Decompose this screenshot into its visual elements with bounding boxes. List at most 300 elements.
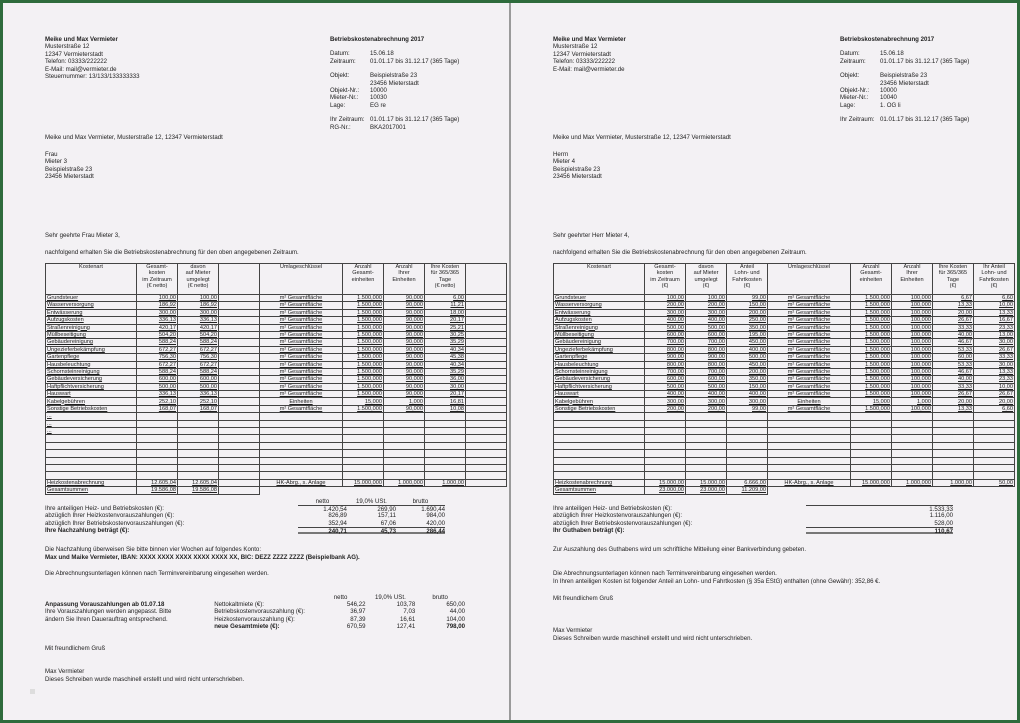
value-cell <box>768 435 851 442</box>
value-cell: m² Gesamtfläche <box>768 324 851 331</box>
adjustment-value: 104,00 <box>446 615 465 623</box>
payout-text: Zur Auszahlung des Guthabens wird um schriftliche Mitteilung einer Bankverbindung gebeten. <box>553 546 807 553</box>
value-cell: 1.500,000 <box>343 295 384 302</box>
value-cell: 100,000 <box>892 354 933 361</box>
value-cell: 1,000 <box>384 398 425 405</box>
column-header: davon auf Mieter umgelegt (€) <box>686 264 727 295</box>
value-cell: 90,000 <box>384 405 425 412</box>
value-cell <box>219 376 260 383</box>
value-cell <box>178 457 219 464</box>
value-cell: m² Gesamtfläche <box>768 309 851 316</box>
table-row <box>554 479 1015 486</box>
summary-value: 826,89 <box>328 512 347 520</box>
value-cell <box>178 428 219 435</box>
value-cell: 1.500,000 <box>343 331 384 338</box>
value-cell: 400,00 <box>686 317 727 324</box>
value-cell: m² Gesamtfläche <box>260 317 343 324</box>
greeting: Sehr geehrter Herr Mieter 4, <box>553 232 630 239</box>
value-cell: m² Gesamtfläche <box>260 354 343 361</box>
value-cell: 12.605,04 <box>178 479 219 486</box>
value-cell <box>466 339 507 346</box>
value-cell: m² Gesamtfläche <box>260 339 343 346</box>
value-cell: 15.000,000 <box>851 479 892 486</box>
value-cell: 100,000 <box>892 339 933 346</box>
recipient-name: Mieter 3 <box>45 158 68 166</box>
value-cell: 500,00 <box>727 354 768 361</box>
summary-total-label: Ihr Guthaben beträgt (€): <box>553 526 625 534</box>
value-cell: 90,000 <box>384 383 425 390</box>
column-header: Gesamt- kosten im Zeitraum (€ netto) <box>137 264 178 295</box>
value-cell: 336,13 <box>178 317 219 324</box>
table-row <box>554 309 1015 316</box>
value-cell <box>466 405 507 412</box>
value-cell <box>178 464 219 471</box>
value-cell <box>686 413 727 420</box>
value-cell <box>260 464 343 471</box>
value-cell <box>219 339 260 346</box>
total-value: 19.586,08 <box>137 487 178 494</box>
summary-value <box>806 505 855 512</box>
value-cell: 168,07 <box>178 405 219 412</box>
table-row <box>46 405 507 412</box>
value-cell: 1.500,000 <box>851 391 892 398</box>
value-cell: 756,30 <box>137 354 178 361</box>
value-cell <box>933 442 974 449</box>
value-cell: 200,00 <box>727 368 768 375</box>
summary-total-value <box>806 527 855 534</box>
table-row <box>554 450 1015 457</box>
value-cell: 420,17 <box>137 324 178 331</box>
summary-row <box>553 505 953 512</box>
value-cell <box>178 472 219 479</box>
value-cell <box>219 354 260 361</box>
value-cell: m² Gesamtfläche <box>768 354 851 361</box>
recipient-salutation: Frau <box>45 151 58 158</box>
value-cell: 45,38 <box>425 354 466 361</box>
summary-value: 420,00 <box>426 519 445 527</box>
value-cell <box>727 413 768 420</box>
value-cell: 53,33 <box>933 361 974 368</box>
table-row <box>554 295 1015 302</box>
adjustment-value: 798,00 <box>446 622 465 630</box>
value-cell <box>686 442 727 449</box>
value-cell: m² Gesamtfläche <box>260 361 343 368</box>
recipient-street: Beispielstraße 23 <box>553 165 601 173</box>
value-cell <box>260 413 343 420</box>
adjustment-note: ändern Sie Ihren Dauerauftrag entsprechend. <box>45 615 168 623</box>
summary-total-value: 286,44 <box>396 527 445 534</box>
total-value: 19.586,08 <box>178 487 219 494</box>
cost-type-cell: Gebäudeversicherung <box>554 376 645 383</box>
closing: Mit freundlichem Gruß <box>553 595 614 602</box>
recipient-salutation: Herrn <box>553 151 569 158</box>
value-cell: 33,33 <box>933 383 974 390</box>
objektnr-value: 10000 <box>370 86 387 94</box>
value-cell: 400,00 <box>645 391 686 398</box>
table-row <box>554 383 1015 390</box>
value-cell: m² Gesamtfläche <box>260 302 343 309</box>
cost-table <box>45 263 507 495</box>
value-cell: 90,000 <box>384 339 425 346</box>
value-cell <box>933 420 974 427</box>
value-cell: 800,00 <box>686 346 727 353</box>
cost-type-cell <box>554 457 645 464</box>
adjustment-note: Ihre Vorauszahlungen werden angepasst. Bitte <box>45 608 172 616</box>
value-cell: 1.500,000 <box>851 302 892 309</box>
value-cell: 756,30 <box>178 354 219 361</box>
cost-type-cell <box>46 450 137 457</box>
page-1 <box>3 0 509 717</box>
value-cell: 100,000 <box>892 331 933 338</box>
summary-value: 1.420,54 <box>298 505 347 512</box>
adjustment-row <box>45 608 465 615</box>
objekt-line1: Beispielstraße 23 <box>880 72 928 80</box>
value-cell: 195,00 <box>727 331 768 338</box>
value-cell <box>384 450 425 457</box>
summary-value: 157,11 <box>377 512 396 520</box>
value-cell: 420,17 <box>178 324 219 331</box>
signature: Max Vermieter <box>45 668 85 675</box>
cost-type-cell: Entwässerung <box>554 309 645 316</box>
value-cell: 1.500,000 <box>343 346 384 353</box>
table-row <box>46 309 507 316</box>
objektnr-label: Objekt-Nr.: <box>330 86 360 94</box>
value-cell: m² Gesamtfläche <box>260 295 343 302</box>
value-cell: 700,00 <box>645 368 686 375</box>
value-cell: m² Gesamtfläche <box>260 391 343 398</box>
value-cell <box>343 464 384 471</box>
objektnr-label: Objekt-Nr.: <box>840 86 870 94</box>
cost-type-cell <box>46 435 137 442</box>
value-cell: 336,13 <box>178 391 219 398</box>
sender-tax: Steuernummer: 13/133/133333333 <box>45 72 140 80</box>
value-cell <box>466 472 507 479</box>
value-cell <box>137 472 178 479</box>
adjustment-header <box>45 594 465 601</box>
value-cell <box>178 420 219 427</box>
value-cell <box>466 368 507 375</box>
value-cell: 18,00 <box>425 309 466 316</box>
value-cell: m² Gesamtfläche <box>260 346 343 353</box>
cost-type-cell: Ungezieferbekämpfung <box>46 346 137 353</box>
value-cell: 100,00 <box>645 295 686 302</box>
value-cell <box>892 413 933 420</box>
value-cell <box>466 317 507 324</box>
table-row <box>554 317 1015 324</box>
cost-type-cell <box>554 428 645 435</box>
value-cell <box>645 472 686 479</box>
value-cell <box>137 464 178 471</box>
value-cell <box>466 346 507 353</box>
value-cell <box>933 457 974 464</box>
value-cell <box>137 420 178 427</box>
column-header: davon auf Mieter umgelegt (€ netto) <box>178 264 219 295</box>
table-row <box>46 457 507 464</box>
value-cell <box>768 472 851 479</box>
table-row <box>554 331 1015 338</box>
table-row <box>46 354 507 361</box>
value-cell: 15,000 <box>343 398 384 405</box>
value-cell <box>219 450 260 457</box>
value-cell <box>219 302 260 309</box>
value-cell <box>686 450 727 457</box>
value-cell <box>219 391 260 398</box>
table-row <box>554 368 1015 375</box>
value-cell: 20,00 <box>933 309 974 316</box>
summary-total-label: Ihre Nachzahlung beträgt (€): <box>45 526 130 534</box>
value-cell <box>219 346 260 353</box>
value-cell <box>260 450 343 457</box>
table-row <box>46 346 507 353</box>
statement-title: Betriebskostenabrechnung 2017 <box>840 36 935 43</box>
value-cell <box>466 376 507 383</box>
value-cell <box>178 450 219 457</box>
adjustment-block <box>45 594 465 630</box>
documents-text: Die Abrechnungsunterlagen können nach Terminvereinbarung eingesehen werden. <box>553 570 777 577</box>
sender-email: E-Mail: mail@vermieter.de <box>553 65 625 73</box>
cost-type-cell: Heizkostenabrechnung <box>554 479 645 486</box>
column-header: Anzahl Ihrer Einheiten <box>892 264 933 295</box>
value-cell <box>892 450 933 457</box>
value-cell: 15.000,00 <box>645 479 686 486</box>
cost-type-cell: Schornsteinreinigung <box>554 368 645 375</box>
cost-type-cell: Hausbeleuchtung <box>554 361 645 368</box>
value-cell: 150,00 <box>727 302 768 309</box>
value-cell <box>137 435 178 442</box>
value-cell <box>892 457 933 464</box>
value-cell <box>851 450 892 457</box>
summary-value: 1.533,33 <box>904 505 953 512</box>
value-cell <box>851 442 892 449</box>
value-cell: 35,29 <box>425 368 466 375</box>
value-cell <box>219 413 260 420</box>
value-cell <box>343 450 384 457</box>
value-cell <box>686 428 727 435</box>
value-cell: 100,000 <box>892 368 933 375</box>
value-cell: 10,00 <box>974 302 1015 309</box>
table-row <box>554 464 1015 471</box>
lage-label: Lage: <box>330 101 346 109</box>
adjustment-value: 127,41 <box>396 622 416 630</box>
column-header: Anteil Lohn- und Fahrtkosten (€) <box>727 264 768 295</box>
value-cell: 90,000 <box>384 368 425 375</box>
value-cell: 100,000 <box>892 302 933 309</box>
value-cell: 16,81 <box>425 398 466 405</box>
objekt-line2: 23456 Mieterstadt <box>880 79 929 87</box>
value-cell: 46,67 <box>933 339 974 346</box>
cost-type-cell <box>554 450 645 457</box>
zeitraum-value: 01.01.17 bis 31.12.17 (365 Tage) <box>880 57 970 65</box>
mieternr-label: Mieter-Nr.: <box>330 94 359 102</box>
value-cell: 90,000 <box>384 376 425 383</box>
cost-type-cell: Hauswart <box>554 391 645 398</box>
value-cell: 600,00 <box>645 376 686 383</box>
value-cell: 40,34 <box>425 346 466 353</box>
statement-header <box>840 36 969 124</box>
value-cell: 1.000,000 <box>384 479 425 486</box>
cost-type-cell: ... <box>46 413 137 420</box>
value-cell: 33,33 <box>933 324 974 331</box>
value-cell: 1.500,000 <box>851 346 892 353</box>
column-header <box>466 264 507 295</box>
table-row <box>46 391 507 398</box>
cost-type-cell: Müllbeseitigung <box>46 331 137 338</box>
value-cell: 90,000 <box>384 331 425 338</box>
summary-total-value: 110,67 <box>904 527 953 534</box>
value-cell: 1.500,000 <box>343 405 384 412</box>
value-cell: 1.500,000 <box>851 324 892 331</box>
value-cell <box>260 442 343 449</box>
value-cell: 250,00 <box>727 317 768 324</box>
adjustment-row <box>45 616 465 623</box>
value-cell <box>466 391 507 398</box>
summary-row <box>45 520 445 527</box>
value-cell <box>343 428 384 435</box>
signature: Max Vermieter <box>553 627 593 634</box>
value-cell: 252,10 <box>178 398 219 405</box>
value-cell <box>466 413 507 420</box>
value-cell: 6,67 <box>933 295 974 302</box>
value-cell <box>219 457 260 464</box>
value-cell: 1,000 <box>892 398 933 405</box>
sender-phone: Telefon: 03333/222222 <box>45 58 108 66</box>
value-cell: 300,00 <box>727 398 768 405</box>
cost-type-cell <box>46 457 137 464</box>
column-header: Ihr Anteil Lohn- und Fahrtkosten (€) <box>974 264 1015 295</box>
value-cell: 500,00 <box>686 383 727 390</box>
value-cell: 12.605,04 <box>137 479 178 486</box>
value-cell: 500,00 <box>137 383 178 390</box>
value-cell: Einheiten <box>260 398 343 405</box>
value-cell: 30,00 <box>425 383 466 390</box>
value-cell <box>137 450 178 457</box>
value-cell <box>851 464 892 471</box>
value-cell <box>933 472 974 479</box>
value-cell <box>892 420 933 427</box>
value-cell <box>384 435 425 442</box>
value-cell <box>974 450 1015 457</box>
value-cell <box>974 413 1015 420</box>
closing: Mit freundlichem Gruß <box>45 645 106 652</box>
table-row <box>46 376 507 383</box>
cost-type-cell: Müllbeseitigung <box>554 331 645 338</box>
value-cell <box>219 398 260 405</box>
value-cell <box>892 472 933 479</box>
value-cell <box>974 472 1015 479</box>
value-cell <box>137 413 178 420</box>
value-cell: 50,00 <box>974 479 1015 486</box>
ihr-zeitraum-label: Ihr Zeitraum: <box>840 116 875 124</box>
summary-value: 352,94 <box>328 519 347 527</box>
value-cell: 6,60 <box>974 295 1015 302</box>
value-cell <box>137 428 178 435</box>
cost-type-cell: Gartenpflege <box>46 354 137 361</box>
value-cell <box>219 324 260 331</box>
value-cell: 15.000,000 <box>343 479 384 486</box>
value-cell: 99,00 <box>727 405 768 412</box>
rg-label: RG-Nr.: <box>330 123 351 131</box>
table-row <box>554 398 1015 405</box>
value-cell <box>974 428 1015 435</box>
value-cell <box>933 464 974 471</box>
value-cell: 150,00 <box>727 383 768 390</box>
datum-value: 15.06.18 <box>370 50 394 58</box>
value-cell <box>260 435 343 442</box>
recipient-name: Mieter 4 <box>553 158 576 166</box>
value-cell: 300,00 <box>686 309 727 316</box>
lage-value: EG re <box>370 101 386 109</box>
table-header-row <box>46 264 507 295</box>
adjustment-column-header: 19,0% USt. <box>374 594 406 601</box>
value-cell: 186,92 <box>137 302 178 309</box>
objekt-line1: Beispielstraße 23 <box>370 72 418 80</box>
recipient-block <box>553 151 602 181</box>
value-cell: 588,24 <box>137 368 178 375</box>
value-cell <box>219 317 260 324</box>
table-row <box>554 413 1015 420</box>
documents-text: Die Abrechnungsunterlagen können nach Terminvereinbarung eingesehen werden. <box>45 570 269 577</box>
value-cell: 25,21 <box>425 324 466 331</box>
summary-total-row <box>553 527 953 534</box>
value-cell <box>466 450 507 457</box>
value-cell: 100,000 <box>892 317 933 324</box>
value-cell: 100,000 <box>892 391 933 398</box>
value-cell: 13,00 <box>974 331 1015 338</box>
adjustment-value: 103,78 <box>396 601 416 609</box>
table-row <box>554 428 1015 435</box>
value-cell: 700,00 <box>686 339 727 346</box>
cost-type-cell <box>554 420 645 427</box>
adjustment-value: 36,97 <box>350 608 366 616</box>
value-cell: 100,000 <box>892 295 933 302</box>
value-cell: 90,000 <box>384 354 425 361</box>
value-cell: 6,60 <box>974 405 1015 412</box>
value-cell: 60,00 <box>933 354 974 361</box>
mieternr-label: Mieter-Nr.: <box>840 94 869 102</box>
total-label: Gesamtsummen <box>46 487 137 494</box>
column-header: Kostenart <box>554 264 645 295</box>
sender-street: Musterstraße 12 <box>553 43 598 51</box>
cost-type-cell: Aufzugskosten <box>554 317 645 324</box>
summary-value <box>806 512 855 519</box>
value-cell: 1.500,000 <box>851 383 892 390</box>
value-cell: m² Gesamtfläche <box>260 309 343 316</box>
summary-column-header: 19,0% USt. <box>356 498 387 505</box>
summary-total-value: 240,71 <box>298 527 347 534</box>
summary-label: abzüglich Ihrer Betriebskostenvorauszahlungen (€): <box>553 519 693 527</box>
value-cell <box>645 464 686 471</box>
value-cell: 350,00 <box>727 324 768 331</box>
objekt-label: Objekt: <box>840 72 860 80</box>
value-cell: 500,00 <box>686 324 727 331</box>
value-cell: 13,33 <box>933 302 974 309</box>
value-cell: 30,25 <box>425 331 466 338</box>
value-cell <box>466 302 507 309</box>
value-cell <box>425 472 466 479</box>
value-cell: 90,000 <box>384 324 425 331</box>
labor-cost-text: In Ihren anteiligen Kosten ist folgender Anteil an Lohn- und Fahrtkosten (§ 35a EStG) enthalten (ohne Gewähr): 352,86 €. <box>553 578 881 585</box>
value-cell <box>219 428 260 435</box>
table-row <box>46 435 507 442</box>
mieternr-value: 10030 <box>370 94 387 102</box>
cost-type-cell: Grundsteuer <box>46 295 137 302</box>
value-cell: 1.500,000 <box>851 331 892 338</box>
value-cell: 500,00 <box>645 324 686 331</box>
value-cell: 700,00 <box>645 339 686 346</box>
value-cell: 1.500,000 <box>851 368 892 375</box>
value-cell: 400,00 <box>686 391 727 398</box>
table-row <box>46 302 507 309</box>
